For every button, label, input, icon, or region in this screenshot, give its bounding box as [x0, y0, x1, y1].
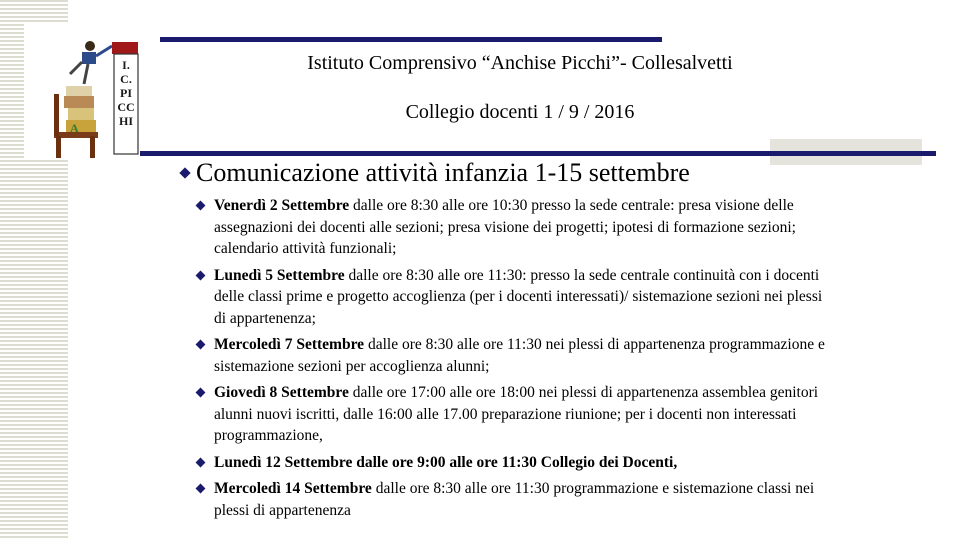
diamond-bullet-icon: [196, 201, 206, 211]
list-item: [196, 195, 826, 260]
item-text: dalle ore 17:00 alle ore 18:00 nei plessi di appartenenza assemblea genitori alunni nuovi iscritti, dalle 16:00 alle 17.00 preparazione riunione; per i docenti non interessati programmazione,: [214, 384, 819, 444]
logo-caption: I.C. PICCHI: [117, 58, 135, 128]
svg-text:A: A: [70, 121, 79, 135]
item-day: Lunedì 5 Settembre: [214, 266, 345, 284]
page-title: Istituto Comprensivo “Anchise Picchi”- Collesalvetti: [307, 52, 733, 74]
diamond-bullet-icon: [196, 457, 206, 467]
top-divider: [160, 37, 662, 42]
item-day: Mercoledì 14 Settembre: [214, 480, 372, 497]
diamond-bullet-icon: [196, 388, 206, 398]
item-text: dalle ore 8:30 alle ore 10:30 presso la sede centrale: presa visione delle assegnazioni dei docenti alle sezioni; presa visione dei progetti; ipotesi di formazione sezioni; calendario attività funzionali;: [214, 197, 796, 257]
diamond-bullet-icon: [196, 340, 206, 350]
diamond-bullet-icon: [196, 270, 206, 280]
item-text: dalle ore 8:30 alle ore 11:30 nei plessi di appartenenza programmazione e sistemazione sezioni per accoglienza alunni;: [214, 336, 825, 375]
item-text: dalle ore 8:30 alle ore 11:30: presso la sede centrale continuità con i docenti delle classi prime e progetto accoglienza (per i docenti interessati)/ sistemazione sezioni nei plessi di appartenenza;: [214, 266, 823, 327]
schedule-list: [196, 195, 826, 526]
list-item: [196, 478, 826, 521]
list-item: [196, 382, 826, 447]
mid-divider: [140, 151, 936, 156]
section-heading: [196, 158, 690, 188]
item-text: dalle ore 8:30 alle ore 11:30 programmazione e sistemazione classi nei plessi di appartenenza: [214, 480, 815, 519]
school-logo: [24, 24, 146, 158]
list-item: [196, 265, 826, 330]
item-day: Venerdì 2 Settembre: [214, 197, 350, 214]
item-day: Mercoledì 7 Settembre: [214, 336, 365, 353]
diamond-bullet-icon: [179, 167, 190, 178]
list-item: [196, 334, 826, 377]
list-item: [196, 452, 826, 474]
page-subtitle: Collegio docenti 1 / 9 / 2016: [405, 101, 635, 123]
section-heading-text: Comunicazione attività infanzia 1-15 settembre: [196, 158, 690, 187]
item-day: Lunedì 12 Settembre dalle ore 9:00 alle ore 11:30 Collegio dei Docenti,: [214, 453, 678, 471]
item-day: Giovedì 8 Settembre: [214, 384, 349, 401]
diamond-bullet-icon: [196, 484, 206, 494]
